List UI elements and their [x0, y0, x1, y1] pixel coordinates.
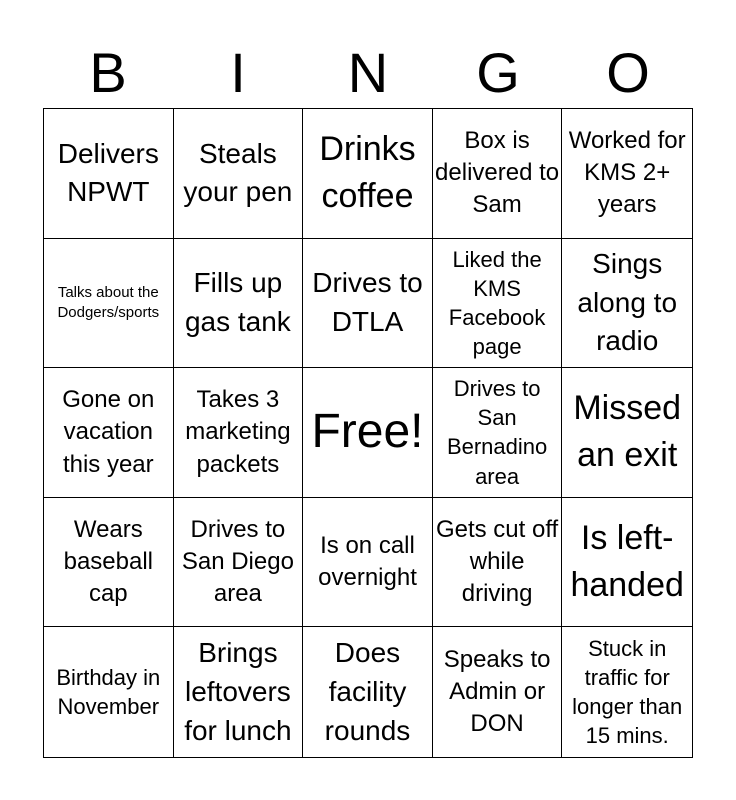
header-letter-g: G	[476, 41, 520, 104]
bingo-cell[interactable]: Brings leftovers for lunch	[174, 627, 304, 757]
bingo-cell[interactable]: Box is delivered to Sam	[433, 109, 563, 239]
header-letter-n: N	[347, 41, 389, 104]
bingo-header	[43, 38, 693, 108]
bingo-cell[interactable]: Is on call overnight	[303, 498, 433, 628]
bingo-cell[interactable]: Is left-handed	[562, 498, 692, 628]
bingo-cell[interactable]: Drives to San Bernadino area	[433, 368, 563, 498]
header-letter-o: O	[606, 41, 650, 104]
bingo-cell[interactable]: Gets cut off while driving	[433, 498, 563, 628]
bingo-cell[interactable]: Talks about the Dodgers/sports	[44, 239, 174, 369]
bingo-cell[interactable]: Takes 3 marketing packets	[174, 368, 304, 498]
header-letter-i: I	[230, 41, 246, 104]
bingo-cell[interactable]: Stuck in traffic for longer than 15 mins.	[572, 636, 683, 749]
bingo-cell[interactable]: Worked for KMS 2+ years	[562, 109, 692, 239]
bingo-cell[interactable]: Birthday in November	[44, 627, 174, 757]
bingo-board	[43, 108, 693, 758]
bingo-cell[interactable]: Speaks to Admin or DON	[433, 627, 563, 757]
header-letter-b: B	[89, 41, 127, 104]
bingo-cell[interactable]: Delivers NPWT	[44, 109, 174, 239]
bingo-cell[interactable]: Drinks coffee	[303, 109, 433, 239]
bingo-cell[interactable]: Sings along to radio	[562, 239, 692, 369]
bingo-cell[interactable]: Liked the KMS Facebook page	[433, 239, 563, 369]
free-space-cell[interactable]: Free!	[303, 368, 433, 498]
bingo-cell[interactable]: Wears baseball cap	[44, 498, 174, 628]
bingo-cell[interactable]: Fills up gas tank	[174, 239, 304, 369]
bingo-cell[interactable]: Does facility rounds	[303, 627, 433, 757]
bingo-cell[interactable]: Gone on vacation this year	[44, 368, 174, 498]
bingo-cell[interactable]: Steals your pen	[174, 109, 304, 239]
bingo-cell[interactable]: Drives to San Diego area	[174, 498, 304, 628]
bingo-cell[interactable]: Missed an exit	[562, 368, 692, 498]
bingo-cell[interactable]: Drives to DTLA	[303, 239, 433, 369]
